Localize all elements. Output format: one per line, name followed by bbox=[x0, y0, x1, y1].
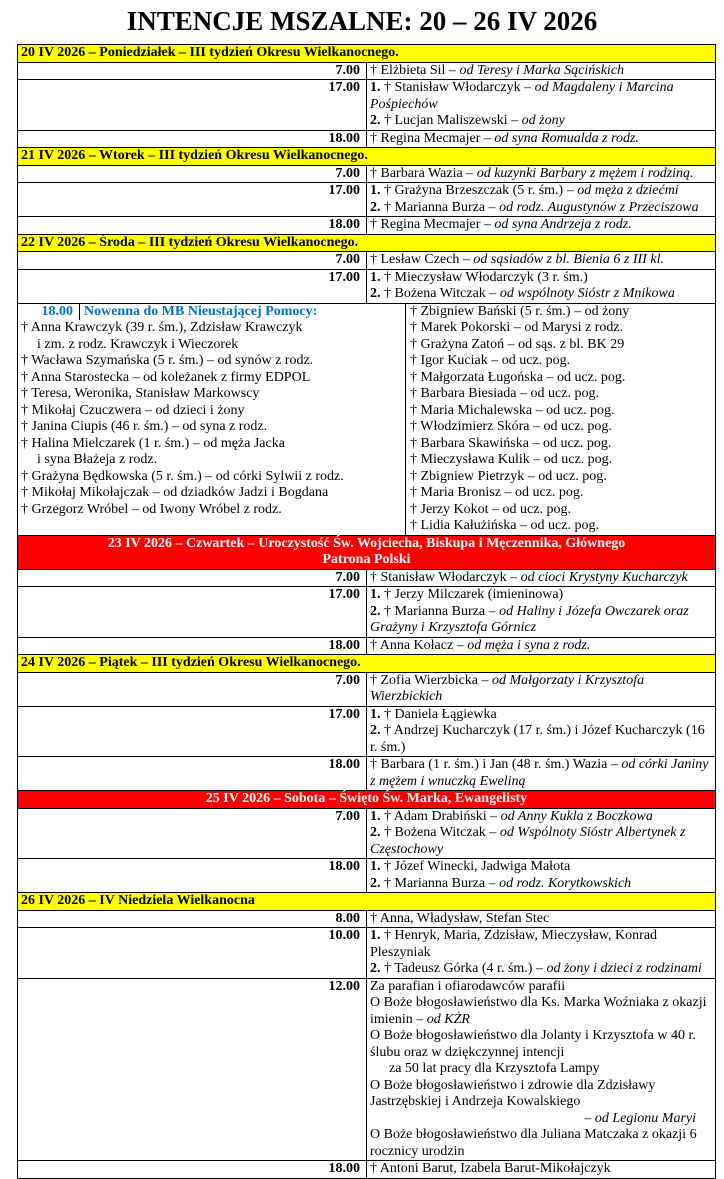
novena-intention: † Mikołaj Czuczwera – od dzieci i żony bbox=[21, 402, 245, 418]
day-header-text: 22 IV 2026 – Środa – III tydzień Okresu Wielkanocnego. bbox=[21, 234, 359, 250]
mass-intentions bbox=[367, 165, 716, 183]
intention-name: † Stanisław Włodarczyk – bbox=[384, 80, 535, 95]
novena-time: 18.00 bbox=[18, 304, 80, 321]
mass-time: 7.00 bbox=[18, 165, 367, 183]
intention-line bbox=[370, 183, 712, 200]
intention-name: † Tadeusz Górka (4 r. śm.) – bbox=[384, 961, 547, 976]
mass-row bbox=[18, 706, 716, 757]
intention-name: † Barbara (1 r. śm.) i Jan (48 r. śm.) Wazia – bbox=[370, 757, 622, 772]
mass-intentions bbox=[367, 859, 716, 893]
intention-offerer: od kuzynki Barbary z mężem i rodziną. bbox=[476, 165, 694, 181]
novena-grid bbox=[18, 304, 715, 535]
day-header-text: 23 IV 2026 – Czwartek – Uroczystość Św. Wojciecha, Biskupa i Męczennika, Głównego bbox=[107, 535, 626, 551]
intention-offerer: od Anny Kukla z Boczkowa bbox=[500, 808, 653, 824]
intention-name: † Grażyna Brzeszczak (5 r. śm.) – bbox=[384, 183, 578, 198]
intention-name: † Józef Winecki, Jadwiga Małota bbox=[384, 859, 571, 874]
mass-intentions bbox=[367, 706, 716, 757]
intention-offerer: od córki Janiny z mężem i wnuczką Eweliną bbox=[370, 757, 709, 789]
intention-number: 1. bbox=[370, 706, 384, 722]
day-header bbox=[18, 791, 716, 809]
day-header-text-2: Patrona Polski bbox=[322, 552, 411, 567]
intention-offerer: – od Legionu Maryi bbox=[584, 1110, 696, 1126]
intention-name: † Marianna Burza – bbox=[384, 199, 500, 215]
mass-time: 17.00 bbox=[18, 269, 367, 303]
intention-line bbox=[370, 604, 712, 637]
intention-name: † Adam Drabiński – bbox=[384, 808, 501, 824]
intention-number: 2. bbox=[370, 825, 384, 840]
mass-time: 7.00 bbox=[18, 808, 367, 859]
intention-offerer: od rodz. Augustynów z Przeciszowa bbox=[499, 199, 699, 215]
intention-offerer: od Haliny i Józefa Owczarek oraz Grażyny i Krzysztofa Górnicz bbox=[370, 603, 689, 635]
mass-row bbox=[18, 910, 716, 928]
novena-intention: † Janina Ciupis (46 r. śm.) – od syna z rodz. bbox=[21, 419, 268, 434]
day-header-text: 20 IV 2026 – Poniedziałek – III tydzień Okresu Wielkanocnego. bbox=[21, 45, 399, 60]
novena-intention: † Wacława Szymańska (5 r. śm.) – od synów z rodz. bbox=[21, 353, 314, 368]
mass-time: 17.00 bbox=[18, 183, 367, 217]
intention-offerer: od Magdaleny i Marcina Pośpiechów bbox=[370, 80, 674, 112]
intention-line bbox=[370, 859, 712, 876]
novena-intention: † Anna Krawczyk (39 r. śm.), Zdzisław Krawczyk bbox=[21, 320, 303, 335]
novena-intention: † Grażyna Zatoń – od sąs. z bl. BK 29 bbox=[410, 336, 625, 352]
novena-intention: † Zbigniew Pietrzyk – od ucz. pog. bbox=[410, 468, 607, 484]
intention-name: O Boże błogosławieństwo dla Ks. Marka Woźniaka z okazji imienin – bbox=[370, 995, 707, 1027]
mass-time: 8.00 bbox=[18, 910, 367, 928]
day-header-text: 21 IV 2026 – Wtorek – III tydzień Okresu Wielkanocnego. bbox=[21, 148, 368, 163]
intention-number: 1. bbox=[370, 859, 384, 874]
intention-name: † Jerzy Milczarek (imieninowa) bbox=[384, 587, 564, 602]
intention-line: za 50 lat pracy dla Krzysztofa Lampy bbox=[389, 1061, 600, 1076]
mass-row bbox=[18, 928, 716, 979]
novena-right bbox=[406, 304, 715, 535]
intention-line bbox=[370, 673, 712, 706]
intention-number: 2. bbox=[370, 286, 384, 301]
intention-name: † Bożena Witczak – bbox=[384, 825, 500, 840]
novena-intention: † Włodzimierz Skóra – od ucz. pog. bbox=[410, 419, 612, 434]
mass-time: 17.00 bbox=[18, 706, 367, 757]
intention-name: † Lesław Czech – bbox=[370, 252, 474, 267]
intention-number: 1. bbox=[370, 587, 384, 602]
mass-time: 18.00 bbox=[18, 217, 367, 235]
day-header-text: 25 IV 2026 – Sobota – Święto Św. Marka, Ewangelisty bbox=[205, 791, 528, 806]
intention-line bbox=[370, 63, 712, 80]
intention-line: O Boże błogosławieństwo i zdrowie dla Zdzisławy Jastrzębskiej i Andrzeja Kowalskiego bbox=[370, 1077, 656, 1109]
mass-intentions bbox=[367, 217, 716, 235]
intention-name: † Anna Kołacz – bbox=[370, 637, 468, 653]
intention-number: 1. bbox=[370, 183, 384, 198]
intention-number: 2. bbox=[370, 723, 384, 738]
intention-line bbox=[370, 638, 712, 655]
intention-name: † Regina Mecmajer – bbox=[370, 217, 495, 232]
novena-intention: † Jerzy Kokot – od ucz. pog. bbox=[410, 501, 571, 517]
mass-row bbox=[18, 80, 716, 131]
mass-row bbox=[18, 1161, 716, 1179]
intention-offerer: od Teresy i Marka Sącińskich bbox=[459, 62, 625, 78]
intention-line bbox=[370, 876, 712, 893]
mass-time: 18.00 bbox=[18, 859, 367, 893]
intention-line bbox=[370, 166, 712, 183]
day-header-text: 26 IV 2026 – IV Niedziela Wielkanocna bbox=[21, 893, 255, 908]
novena-intention: † Anna Starostecka – od koleżanek z firmy EDPOL bbox=[21, 369, 311, 385]
intention-offerer: od syna Romualda z rodz. bbox=[494, 130, 639, 146]
intention-line bbox=[370, 113, 712, 130]
mass-time: 18.00 bbox=[18, 757, 367, 791]
day-header bbox=[18, 148, 716, 166]
mass-row bbox=[18, 672, 716, 706]
intention-line bbox=[370, 270, 712, 287]
day-header-cell bbox=[18, 655, 716, 673]
mass-row bbox=[18, 269, 716, 303]
mass-intentions bbox=[367, 910, 716, 928]
novena-intention: † Maria Bronisz – od ucz. pog. bbox=[410, 485, 584, 500]
intention-line bbox=[370, 809, 712, 826]
intention-name: † Bożena Witczak – bbox=[384, 286, 500, 301]
intention-line bbox=[370, 928, 712, 961]
schedule-table bbox=[17, 44, 716, 1179]
intention-offerer: od cioci Krystyny Kucharczyk bbox=[520, 569, 688, 585]
mass-intentions bbox=[367, 269, 716, 303]
novena-header bbox=[18, 304, 405, 321]
intention-name: † Lucjan Maliszewski – bbox=[384, 113, 522, 128]
novena-intention: † Zbigniew Bański (5 r. śm.) – od żony bbox=[410, 303, 630, 319]
page-title: INTENCJE MSZALNE: 20 – 26 IV 2026 bbox=[126, 6, 598, 36]
day-header bbox=[18, 535, 716, 569]
mass-intentions bbox=[367, 672, 716, 706]
mass-row bbox=[18, 217, 716, 235]
mass-time: 7.00 bbox=[18, 62, 367, 80]
mass-time: 18.00 bbox=[18, 637, 367, 655]
mass-row bbox=[18, 978, 716, 1161]
mass-intentions bbox=[367, 587, 716, 638]
intention-offerer: od rodz. Korytkowskich bbox=[499, 875, 632, 891]
day-header bbox=[18, 893, 716, 911]
intention-name: † Elżbieta Sil – bbox=[370, 62, 460, 78]
intention-offerer: od męża z dziećmi bbox=[577, 183, 679, 198]
intention-offerer: od męża i syna z rodz. bbox=[467, 637, 591, 653]
intention-name: † Regina Mecmajer – bbox=[370, 130, 495, 146]
day-header-cell bbox=[18, 893, 716, 911]
mass-row bbox=[18, 569, 716, 587]
intention-line bbox=[370, 723, 712, 756]
intention-line bbox=[370, 252, 712, 269]
day-header-cell bbox=[18, 45, 716, 63]
intention-number: 2. bbox=[370, 199, 384, 215]
intention-offerer: od sąsiadów z bl. Bienia 6 z III kl. bbox=[473, 252, 664, 267]
day-header-text: 24 IV 2026 – Piątek – III tydzień Okresu Wielkanocnego. bbox=[21, 655, 361, 670]
day-header-cell bbox=[18, 791, 716, 809]
day-header bbox=[18, 234, 716, 252]
intention-offerer: od KŻR bbox=[426, 1011, 470, 1027]
intention-line bbox=[370, 200, 712, 217]
intention-name: † Marianna Burza – bbox=[384, 603, 500, 619]
mass-time: 12.00 bbox=[18, 978, 367, 1161]
intention-offerer: od Małgorzaty i Krzysztofa Wierzbickich bbox=[370, 672, 645, 704]
novena-intention: † Barbara Skawińska – od ucz. pog. bbox=[410, 435, 612, 451]
intention-line bbox=[370, 80, 712, 113]
mass-row bbox=[18, 637, 716, 655]
novena-intention: † Barbara Biesiada – od ucz. pog. bbox=[410, 386, 599, 401]
intention-number: 1. bbox=[370, 80, 384, 95]
intention-number: 1. bbox=[370, 928, 384, 943]
intention-number: 2. bbox=[370, 961, 384, 976]
novena-intention: i syna Błażeja z rodz. bbox=[37, 452, 158, 467]
novena-left bbox=[18, 304, 406, 535]
intention-offerer: od żony bbox=[521, 113, 565, 128]
mass-row bbox=[18, 808, 716, 859]
novena-intention: † Grażyna Będkowska (5 r. śm.) – od córki Sylwii z rodz. bbox=[21, 468, 344, 484]
novena-intention: † Mikołaj Mikołajczak – od dziadków Jadzi i Bogdana bbox=[21, 485, 329, 500]
mass-intentions bbox=[367, 808, 716, 859]
novena-intention: † Mieczysława Kulik – od ucz. pog. bbox=[410, 452, 613, 467]
novena-intention: † Maria Michalewska – od ucz. pog. bbox=[410, 402, 615, 418]
intention-line bbox=[370, 587, 712, 604]
mass-row bbox=[18, 62, 716, 80]
novena-cell bbox=[18, 303, 716, 535]
mass-intentions bbox=[367, 978, 716, 1161]
intention-line bbox=[370, 961, 712, 978]
intention-offerer: od żony i dzieci z rodzinami bbox=[546, 961, 702, 976]
intention-line bbox=[370, 825, 712, 858]
mass-intentions bbox=[367, 130, 716, 148]
mass-time: 18.00 bbox=[18, 1161, 367, 1179]
intention-line bbox=[370, 131, 712, 148]
mass-intentions bbox=[367, 757, 716, 791]
intention-number: 2. bbox=[370, 875, 384, 891]
intention-line bbox=[370, 911, 712, 928]
intention-name: † Anna, Władysław, Stefan Stec bbox=[370, 910, 550, 926]
mass-intentions bbox=[367, 928, 716, 979]
mass-row bbox=[18, 183, 716, 217]
mass-row bbox=[18, 252, 716, 270]
mass-intentions bbox=[367, 62, 716, 80]
intention-name: † Barbara Wazia – bbox=[370, 165, 477, 181]
mass-intentions: † Antoni Barut, Izabela Barut-Mikołajczyk bbox=[367, 1161, 716, 1179]
mass-time: 7.00 bbox=[18, 569, 367, 587]
mass-time: 7.00 bbox=[18, 672, 367, 706]
intention-line bbox=[370, 707, 712, 724]
mass-time: 7.00 bbox=[18, 252, 367, 270]
intention-line: O Boże błogosławieństwo dla Jolanty i Krzysztofa w 40 r. ślubu oraz w dziękczynnej intencji bbox=[370, 1028, 696, 1060]
intention-number: 2. bbox=[370, 113, 384, 128]
novena-intention: † Halina Mielczarek (1 r. śm.) – od męża Jacka bbox=[21, 435, 285, 451]
intention-name: † Mieczysław Włodarczyk (3 r. śm.) bbox=[384, 269, 588, 285]
intention-name: † Henryk, Maria, Zdzisław, Mieczysław, Konrad Pleszyniak bbox=[370, 928, 658, 960]
intention-line bbox=[370, 217, 712, 234]
mass-intentions bbox=[367, 252, 716, 270]
mass-row bbox=[18, 165, 716, 183]
novena-intention: † Grzegorz Wróbel – od Iwony Wróbel z rodz. bbox=[21, 501, 282, 517]
intention-name: † Zofia Wierzbicka – bbox=[370, 672, 493, 688]
intention-number: 1. bbox=[370, 269, 384, 285]
mass-row bbox=[18, 130, 716, 148]
intention-line bbox=[370, 570, 712, 587]
day-header bbox=[18, 655, 716, 673]
day-header-cell bbox=[18, 535, 716, 569]
mass-row bbox=[18, 587, 716, 638]
intention-line: Za parafian i ofiarodawców parafii bbox=[370, 978, 566, 994]
novena-intention: † Igor Kuciak – od ucz. pog. bbox=[410, 353, 571, 368]
day-header-cell bbox=[18, 148, 716, 166]
intention-name: † Andrzej Kucharczyk (17 r. śm.) i Józef Kucharczyk (16 r. śm.) bbox=[370, 723, 705, 755]
mass-row bbox=[18, 859, 716, 893]
intention-name: † Marianna Burza – bbox=[384, 875, 500, 891]
mass-time: 17.00 bbox=[18, 80, 367, 131]
intention-number: 1. bbox=[370, 808, 384, 824]
mass-time: 17.00 bbox=[18, 587, 367, 638]
intention-number: 2. bbox=[370, 603, 384, 619]
novena-intention: † Teresa, Weronika, Stanisław Markowscy bbox=[21, 386, 260, 401]
intention-name: † Daniela Łągiewka bbox=[384, 706, 497, 722]
mass-intentions bbox=[367, 183, 716, 217]
mass-intentions bbox=[367, 80, 716, 131]
intention-line bbox=[370, 995, 712, 1028]
mass-intentions bbox=[367, 637, 716, 655]
mass-row bbox=[18, 757, 716, 791]
novena-title: Nowenna do MB Nieustającej Pomocy: bbox=[84, 303, 318, 319]
intention-name: † Stanisław Włodarczyk – bbox=[370, 569, 521, 585]
novena-intention: † Małgorzata Ługońska – od ucz. pog. bbox=[410, 369, 626, 385]
mass-time: 18.00 bbox=[18, 130, 367, 148]
mass-time: 10.00 bbox=[18, 928, 367, 979]
intention-offerer: od Wspólnoty Sióstr Albertynek z Częstochowy bbox=[370, 825, 686, 857]
intention-line: O Boże błogosławieństwo dla Juliana Matczaka z okazji 6 rocznicy urodzin bbox=[370, 1127, 697, 1159]
novena-intention: i zm. z rodz. Krawczyk i Wieczorek bbox=[37, 336, 239, 352]
novena-row bbox=[18, 303, 716, 535]
novena-intention: † Marek Pokorski – od Marysi z rodz. bbox=[410, 320, 624, 335]
intention-line bbox=[370, 757, 712, 790]
intention-line bbox=[370, 286, 712, 303]
day-header-cell bbox=[18, 234, 716, 252]
mass-intentions bbox=[367, 569, 716, 587]
intention-offerer: od syna Andrzeja z rodz. bbox=[494, 217, 632, 232]
day-header bbox=[18, 45, 716, 63]
intention-offerer: od wspólnoty Sióstr z Mnikowa bbox=[499, 286, 675, 301]
novena-intention: † Lidia Kałużińska – od ucz. pog. bbox=[410, 518, 599, 533]
